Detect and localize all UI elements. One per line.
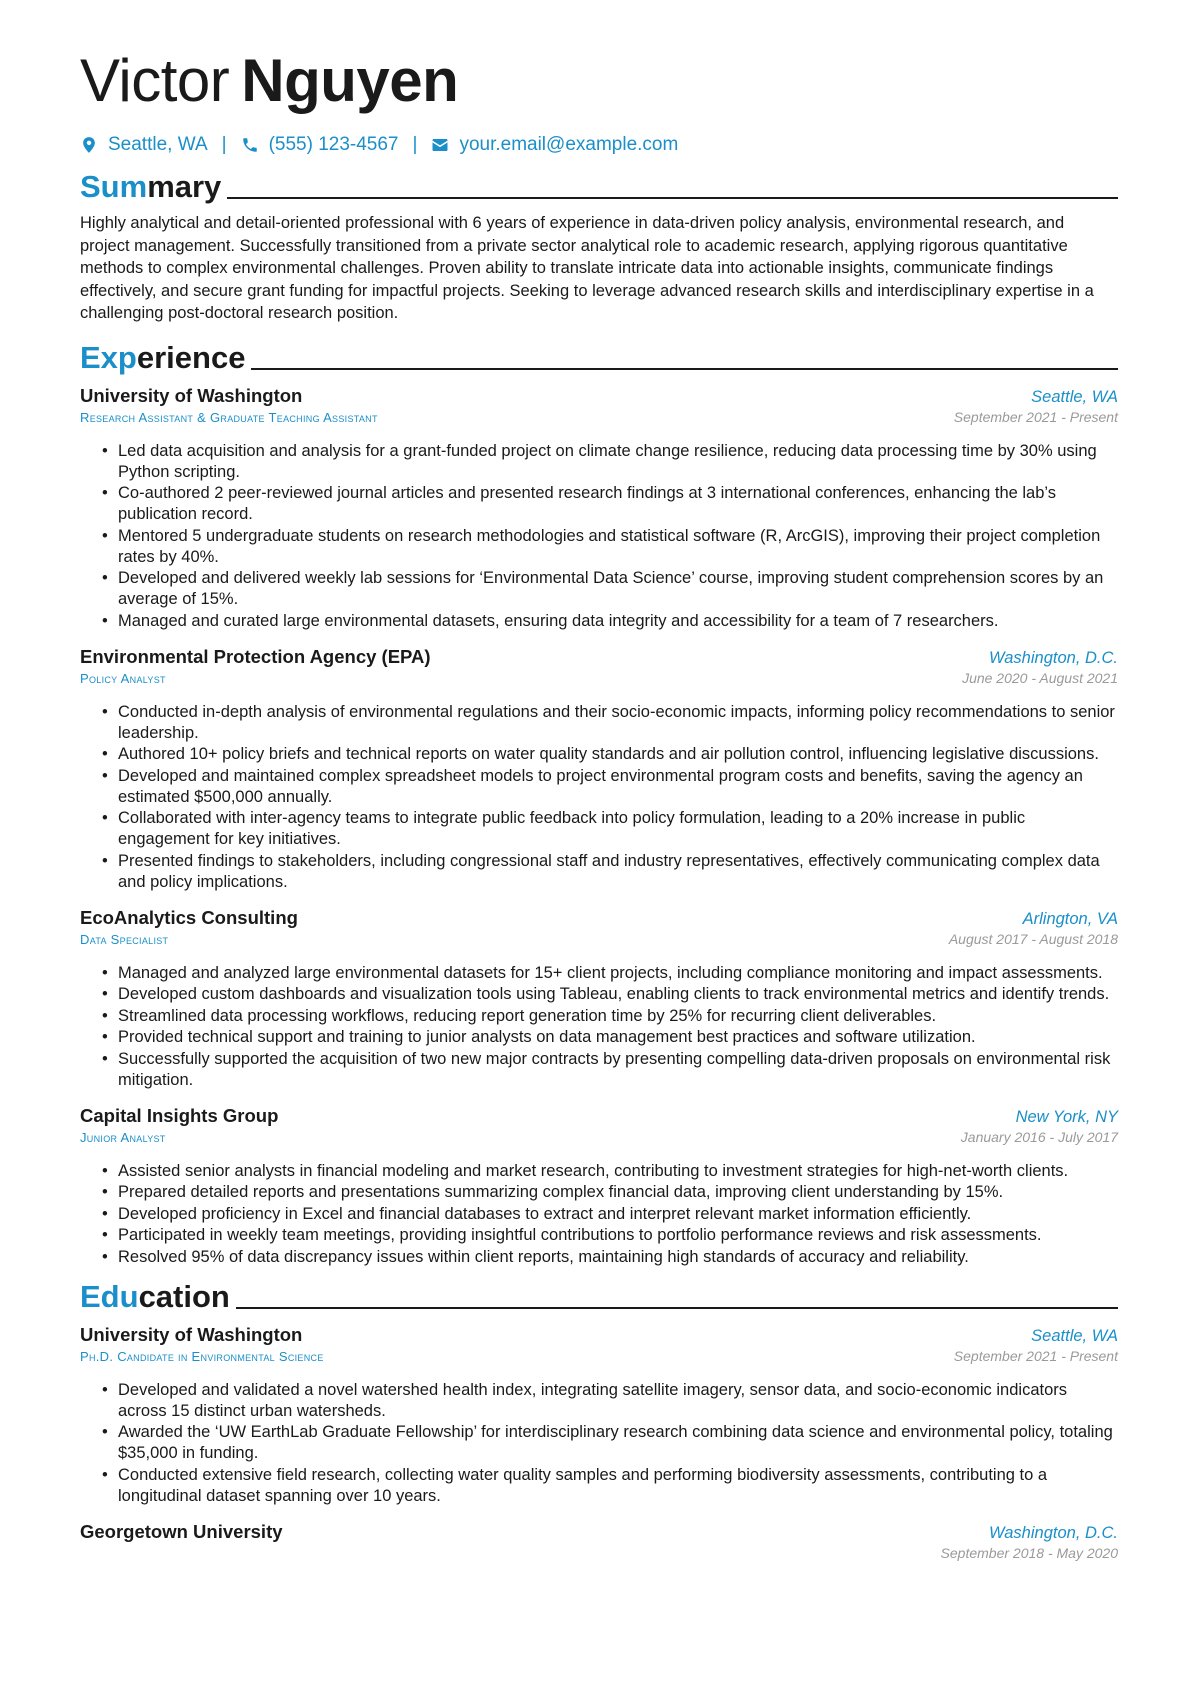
location-text: Seattle, WA [108,134,208,155]
bullet-list [80,441,1118,632]
entry-location: Seattle, WA [1031,387,1118,406]
entry-location: Washington, D.C. [988,648,1118,667]
job-title: Research Assistant & Graduate Teaching Assistant [80,409,378,425]
date-range: August 2017 - August 2018 [948,930,1118,947]
section-rule [251,368,1118,370]
first-name: Victor [80,47,230,114]
last-name: Nguyen [241,47,459,114]
bullet-item: • Managed and curated large environmental datasets, ensuring data integrity and accessibility for a team of 7 researchers. [102,611,1118,632]
bullet-item: • Co-authored 2 peer-reviewed journal articles and presented research findings at 3 international conferences, enhancing the lab’s publication record. [102,483,1118,525]
bullet-list [80,1380,1118,1507]
phone-text: (555) 123-4567 [268,134,399,155]
section-title: Summary [80,169,222,204]
bullet-item: • Authored 10+ policy briefs and technical reports on water quality standards and air pollution control, influencing legislative discussions. [102,744,1118,765]
bullet-item: • Developed and validated a novel watershed health index, integrating satellite imagery, sensor data, and socio-economic indicators across 15 distinct urban watersheds. [102,1380,1118,1422]
experience-entry [80,646,1118,893]
bullet-item: • Prepared detailed reports and presentations summarizing complex financial data, improving client understanding by 15%. [102,1182,1118,1203]
bullet-item: • Participated in weekly team meetings, providing insightful contributions to portfolio performance reviews and risk assessments. [102,1225,1118,1246]
experience-section-heading [80,339,1118,377]
bullet-item: • Assisted senior analysts in financial modeling and market research, contributing to investment strategies for high-net-worth clients. [102,1161,1118,1182]
contact-location [80,134,208,156]
bullet-item: • Managed and analyzed large environmental datasets for 15+ client projects, including compliance monitoring and impact assessments. [102,963,1118,984]
job-title: Data Specialist [80,931,169,947]
phone-icon [241,136,259,154]
institution: Georgetown University [80,1520,283,1542]
degree: Ph.D. Candidate in Environmental Science [80,1348,324,1364]
organization: Capital Insights Group [80,1104,279,1126]
bullet-item: • Conducted in-depth analysis of environmental regulations and their socio-economic impacts, informing policy recommendations to senior leadership. [102,702,1118,744]
institution: University of Washington [80,1323,303,1345]
bullet-item: • Resolved 95% of data discrepancy issues within client reports, maintaining high standards of accuracy and reliability. [102,1247,1118,1268]
contact-phone[interactable] [241,134,399,156]
candidate-name [80,0,1118,116]
date-range: September 2021 - Present [953,408,1118,425]
envelope-icon [431,136,449,154]
bullet-item: • Developed custom dashboards and visualization tools using Tableau, enabling clients to track environmental metrics and identify trends. [102,984,1118,1005]
email-text: your.email@example.com [459,134,679,155]
bullet-item: • Presented findings to stakeholders, including congressional staff and industry representatives, effectively communicating complex data and policy implications. [102,851,1118,893]
bullet-item: • Provided technical support and training to junior analysts on data management best practices and software utilization. [102,1027,1118,1048]
experience-entry [80,1105,1118,1268]
bullet-item: • Developed proficiency in Excel and financial databases to extract and interpret relevant market information efficiently. [102,1204,1118,1225]
bullet-item: • Awarded the ‘UW EarthLab Graduate Fellowship’ for interdisciplinary research combining data science and environmental policy, totaling $35,000 in funding. [102,1422,1118,1464]
contact-separator: | [412,134,418,155]
bullet-list [80,963,1118,1091]
bullet-item: • Led data acquisition and analysis for a grant-funded project on climate change resilience, reducing data processing time by 30% using Python scripting. [102,441,1118,483]
bullet-item: • Conducted extensive field research, collecting water quality samples and performing biodiversity assessments, contributing to a longitudinal dataset spanning over 10 years. [102,1465,1118,1507]
bullet-list [80,702,1118,893]
experience-entry [80,907,1118,1091]
bullet-item: • Developed and delivered weekly lab sessions for ‘Environmental Data Science’ course, improving student comprehension scores by an average of 15%. [102,568,1118,610]
organization: University of Washington [80,384,303,406]
entry-location: Arlington, VA [1022,909,1118,928]
bullet-item: • Collaborated with inter-agency teams to integrate public feedback into policy formulation, leading to a 20% increase in public engagement for key initiatives. [102,808,1118,850]
job-title: Policy Analyst [80,670,166,686]
section-title: Experience [80,339,246,375]
section-title: Education [80,1278,230,1314]
contact-separator: | [221,134,227,155]
bullet-list [80,1161,1118,1268]
bullet-item: • Developed and maintained complex spreadsheet models to project environmental program costs and benefits, saving the agency an estimated $500,000 annually. [102,766,1118,808]
education-entry [80,1324,1118,1507]
date-range: September 2021 - Present [953,1347,1118,1364]
experience-entry [80,385,1118,632]
organization: EcoAnalytics Consulting [80,906,298,928]
entry-location: Seattle, WA [1031,1326,1118,1345]
job-title: Junior Analyst [80,1129,166,1145]
entry-location: Washington, D.C. [988,1523,1118,1542]
summary-section-heading [80,168,1118,206]
bullet-item: • Successfully supported the acquisition of two new major contracts by presenting compelling data-driven proposals on environmental risk mitigation. [102,1049,1118,1091]
organization: Environmental Protection Agency (EPA) [80,645,431,667]
entry-location: New York, NY [1015,1107,1118,1126]
resume-page [80,0,1118,1565]
date-range: June 2020 - August 2021 [962,669,1118,686]
section-rule [227,197,1118,199]
section-rule [236,1307,1118,1309]
bullet-item: • Streamlined data processing workflows, reducing report generation time by 25% for recurring client deliverables. [102,1006,1118,1027]
education-section-heading [80,1278,1118,1316]
contact-email[interactable] [431,134,678,156]
contact-bar [80,132,1118,158]
summary-text: Highly analytical and detail-oriented professional with 6 years of experience in data-driven policy analysis, environmental research, and project management. Successfully transitioned from a private sector analytical role to academic research, applying rigorous quantitative methods to complex environmental challenges. Proven ability to translate intricate data into actionable insights, communicate findings effectively, and secure grant funding for impactful projects. Seeking to leverage advanced research skills and interdisciplinary expertise in a challenging post-doctoral research position. [80,214,1094,322]
bullet-item: • Mentored 5 undergraduate students on research methodologies and statistical software (R, ArcGIS), improving their project completion rates by 40%. [102,526,1118,568]
education-entry [80,1521,1118,1565]
map-pin-icon [80,136,98,154]
date-range: September 2018 - May 2020 [940,1544,1118,1561]
date-range: January 2016 - July 2017 [960,1128,1118,1145]
